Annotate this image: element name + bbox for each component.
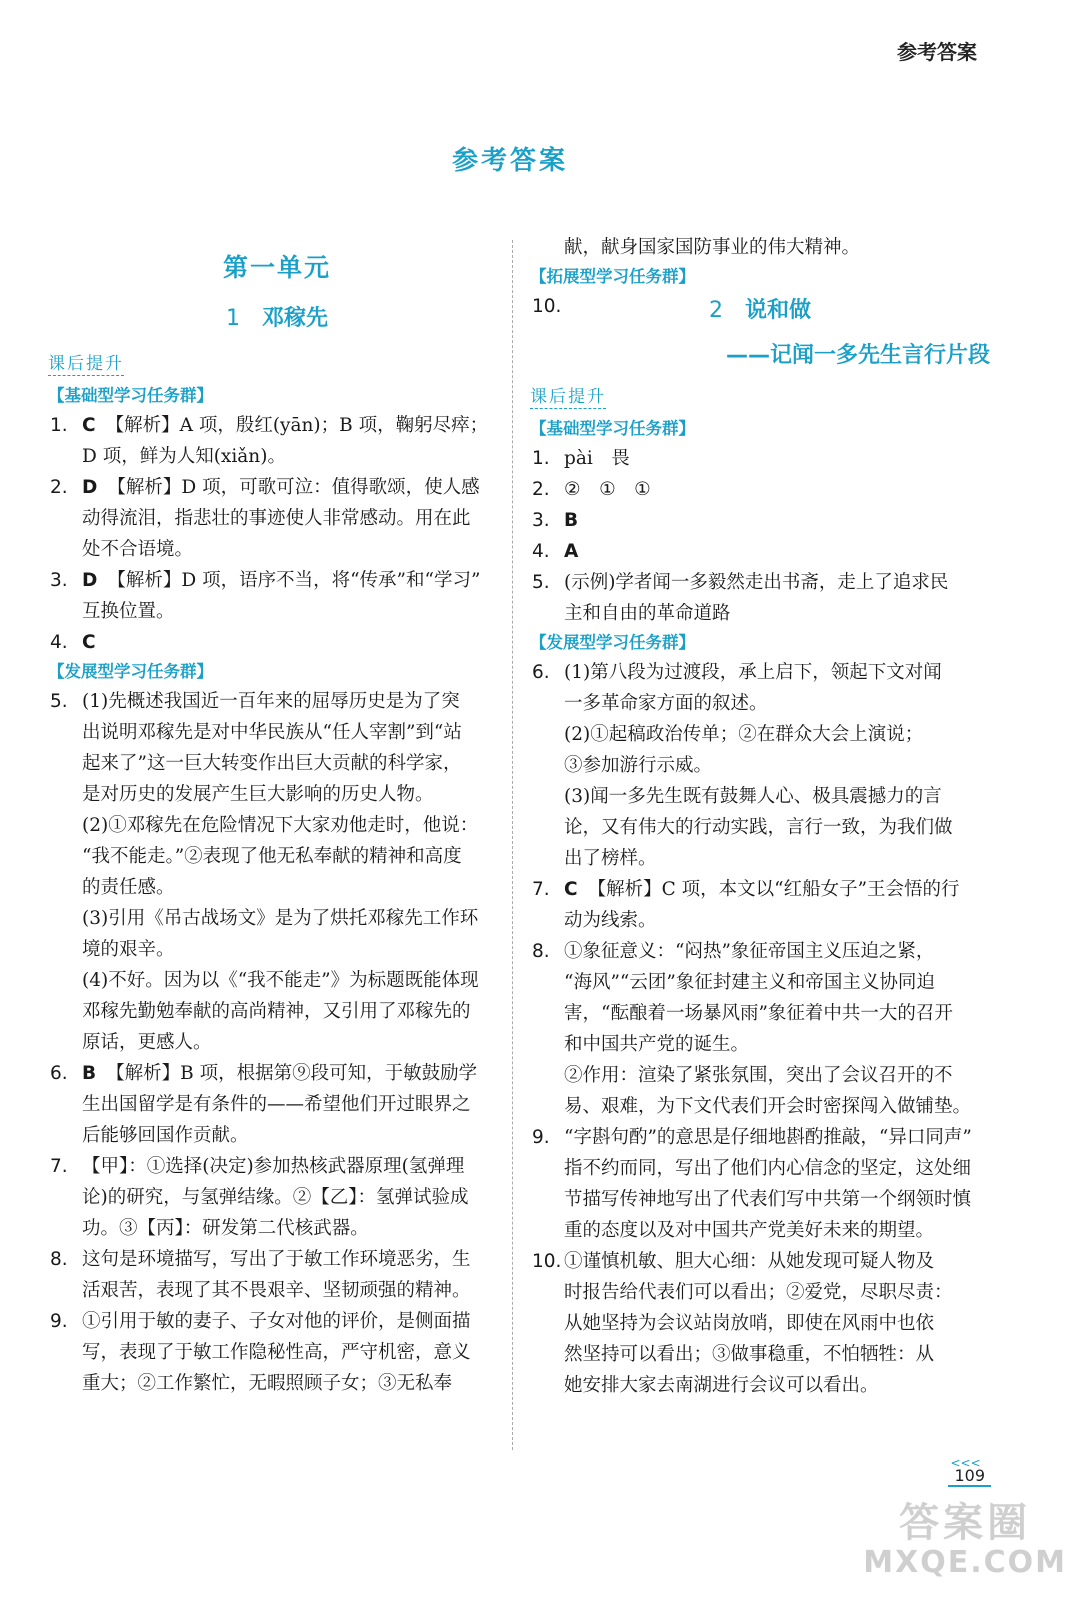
answer-letter: D [82, 570, 98, 591]
answer-line: (4)不好。因为以《“我不能走”》为标题既能体现 [82, 970, 479, 991]
question-item [530, 657, 990, 874]
answer-text: 【解析】D 项，可歌可泣：值得歌颂，使人感 [107, 477, 480, 498]
answer-text: 处不合语境。 [82, 539, 194, 560]
answer-text: 主和自由的革命道路 [564, 603, 731, 624]
question-item [530, 936, 990, 1122]
question-number: 4. [532, 541, 550, 562]
answer-text: ② ① ① [564, 479, 651, 500]
answer-text: 【解析】A 项，殷红(yān)；B 项，鞠躬尽瘁； [105, 415, 489, 436]
answer-line: 然坚持可以看出；③做事稳重，不怕牺牲：从 [564, 1344, 935, 1365]
answer-line: 起来了”这一巨大转变作出巨大贡献的科学家， [82, 753, 462, 774]
answer-line: 一多革命家方面的叙述。 [564, 693, 768, 714]
question-number: 10. [532, 1251, 562, 1272]
answer-line: ③参加游行示威。 [564, 755, 713, 776]
question-item [530, 505, 990, 536]
page-number-text: 109 [954, 1466, 985, 1485]
question-number: 6. [532, 662, 550, 683]
question-number: 9. [50, 1311, 68, 1332]
answer-letter: C [82, 415, 96, 436]
answer-text: 互换位置。 [82, 601, 175, 622]
answer-line: 时报告给代表们可以看出；②爱党，尽职尽责： [564, 1282, 953, 1303]
answer-line: ①谨慎机敏、胆大心细：从她发现可疑人物及 [564, 1251, 935, 1272]
unit-title: 第一单元 [222, 253, 331, 282]
section-tag: 课后提升 [530, 387, 606, 407]
question-number: 10. [532, 296, 562, 317]
page-title: 参考答案 [451, 146, 568, 176]
answer-text: D 项，鲜为人知(xiǎn)。 [82, 446, 286, 467]
answer-text: ①引用于敏的妻子、子女对他的评价，是侧面描 [82, 1311, 471, 1332]
answer-text: 【解析】C 项，本文以“红船女子”王会悟的行 [587, 879, 960, 900]
answer-text: 活艰苦，表现了其不畏艰辛、坚韧顽强的精神。 [82, 1280, 471, 1301]
answer-letter: C [82, 632, 96, 653]
answer-text: 【甲】：①选择(决定)参加热核武器原理(氢弹理 [82, 1156, 465, 1177]
lesson-title [530, 295, 990, 326]
question-item [48, 410, 506, 441]
question-item [530, 536, 990, 567]
question-number: 3. [50, 570, 68, 591]
group-tag-basic: 【基础型学习任务群】 [48, 386, 213, 405]
question-item [530, 474, 990, 505]
lesson-number: 1 [225, 306, 240, 331]
question-number: 3. [532, 510, 550, 531]
group-tag-extension: 【拓展型学习任务群】 [530, 267, 695, 286]
answer-line: 害，“酝酿着一场暴风雨”象征着中共一大的召开 [564, 1003, 953, 1024]
answer-line: 指不约而同，写出了他们内心信念的坚定，这处细 [564, 1158, 972, 1179]
lesson-subtitle: ——记闻一多先生言行片段 [725, 343, 990, 368]
answer-text: 献，献身国家国防事业的伟大精神。 [564, 237, 861, 258]
group-tag-basic: 【基础型学习任务群】 [530, 419, 695, 438]
answer-line: “我不能走。”②表现了他无私奉献的精神和高度 [82, 846, 462, 867]
question-item [48, 627, 506, 658]
answer-letter: B [82, 1063, 97, 1084]
answer-text: 功。③【丙】：研发第二代核武器。 [82, 1218, 369, 1239]
question-item [48, 1151, 506, 1182]
answer-letter: D [82, 477, 98, 498]
answer-line: “海风”“云团”象征封建主义和帝国主义协同迫 [564, 972, 935, 993]
answer-text: 后能够回国作贡献。 [82, 1125, 249, 1146]
answer-line: 重的态度以及对中国共产党美好未来的期望。 [564, 1220, 935, 1241]
answer-line: ②作用：渲染了紧张氛围，突出了会议召开的不 [564, 1065, 953, 1086]
answer-text: 重大；②工作繁忙，无暇照顾子女；③无私奉 [82, 1373, 453, 1394]
answer-letter: A [564, 541, 579, 562]
right-column [530, 232, 990, 1401]
question-number: 2. [532, 479, 550, 500]
question-number: 8. [50, 1249, 68, 1270]
answer-line: 邓稼先勤勉奉献的高尚精神，又引用了邓稼先的 [82, 1001, 471, 1022]
question-number: 8. [532, 941, 550, 962]
arrows-icon: <<< [950, 1456, 981, 1470]
question-item [530, 874, 990, 905]
question-item [48, 565, 506, 596]
question-number: 9. [532, 1127, 550, 1148]
answer-text: 这句是环境描写，写出了于敏工作环境恶劣，生 [82, 1249, 471, 1270]
answer-line: 是对历史的发展产生巨大影响的历史人物。 [82, 784, 434, 805]
answer-text: 生出国留学是有条件的——希望他们开过眼界之 [82, 1094, 471, 1115]
lesson-number: 2 [708, 298, 723, 323]
question-number: 5. [50, 691, 68, 712]
page-number [948, 1456, 991, 1487]
column-divider [512, 240, 513, 1450]
question-number: 4. [50, 632, 68, 653]
answer-line: (1)第八段为过渡段，承上启下，领起下文对闻 [564, 662, 942, 683]
answer-line: (3)闻一多先生既有鼓舞人心、极具震撼力的言 [564, 786, 942, 807]
question-item [48, 1058, 506, 1089]
lesson-name: 邓稼先 [261, 306, 328, 331]
answer-text: 论)的研究，与氢弹结缘。②【乙】：氢弹试验成 [82, 1187, 469, 1208]
answer-line: (1)先概述我国近一百年来的屈辱历史是为了突 [82, 691, 460, 712]
answer-line: (2)①起稿政治传单；②在群众大会上演说； [564, 724, 924, 745]
lesson-name: 说和做 [744, 298, 811, 323]
answer-text: 动为线索。 [564, 910, 657, 931]
lesson-title [48, 303, 506, 334]
section-tag: 课后提升 [48, 354, 124, 374]
question-number: 6. [50, 1063, 68, 1084]
answer-line: 易、艰难，为下文代表们开会时密探闯入做铺垫。 [564, 1096, 972, 1117]
question-number: 2. [50, 477, 68, 498]
question-number: 1. [532, 448, 550, 469]
question-number: 7. [532, 879, 550, 900]
question-number: 1. [50, 415, 68, 436]
question-item [530, 1122, 990, 1246]
question-item [530, 1246, 990, 1401]
answer-line: 节描写传神地写出了代表们写中共第一个纲领时慎 [564, 1189, 972, 1210]
answer-text: 动得流泪，指悲壮的事迹使人非常感动。用在此 [82, 508, 471, 529]
answer-line: 论，又有伟大的行动实践，言行一致，为我们做 [564, 817, 953, 838]
answer-line: ①象征意义：“闷热”象征帝国主义压迫之紧， [564, 941, 935, 962]
question-item [48, 472, 506, 503]
answer-text: (示例)学者闻一多毅然走出书斋，走上了追求民 [564, 572, 949, 593]
watermark-text: 答案圈 [899, 1500, 1032, 1546]
question-item [48, 686, 506, 1058]
answer-line: (3)引用《吊古战场文》是为了烘托邓稼先工作环 [82, 908, 479, 929]
header-label: 参考答案 [897, 40, 977, 64]
question-item [530, 567, 990, 598]
answer-text: pài 畏 [564, 448, 630, 469]
answer-line: 出说明邓稼先是对中华民族从“任人宰割”到“站 [82, 722, 462, 743]
answer-line: 出了榜样。 [564, 848, 657, 869]
answer-line: “字斟句酌”的意思是仔细地斟酌推敲，“异口同声” [564, 1127, 972, 1148]
answer-line: (2)①邓稼先在危险情况下大家劝他走时，他说： [82, 815, 479, 836]
answer-text: 【解析】D 项，语序不当，将“传承”和“学习” [107, 570, 481, 591]
group-tag-development: 【发展型学习任务群】 [48, 662, 213, 681]
watermark-url: MXQE.COM [863, 1545, 1067, 1580]
answer-line: 她安排大家去南湖进行会议可以看出。 [564, 1375, 879, 1396]
question-number: 5. [532, 572, 550, 593]
answer-letter: B [564, 510, 579, 531]
answer-line: 原话，更感人。 [82, 1032, 212, 1053]
question-number: 7. [50, 1156, 68, 1177]
answer-line: 从她坚持为会议站岗放哨，即使在风雨中也依 [564, 1313, 935, 1334]
question-item [48, 1306, 506, 1337]
answer-line: 和中国共产党的诞生。 [564, 1034, 750, 1055]
group-tag-development: 【发展型学习任务群】 [530, 633, 695, 652]
question-item [48, 1244, 506, 1275]
question-item [530, 443, 990, 474]
answer-line: 境的艰辛。 [82, 939, 175, 960]
answer-line: 的责任感。 [82, 877, 175, 898]
answer-text: 【解析】B 项，根据第⑨段可知，于敏鼓励学 [106, 1063, 478, 1084]
answer-text: 写，表现了于敏工作隐秘性高，严守机密，意义 [82, 1342, 471, 1363]
left-column [48, 232, 506, 1399]
answer-letter: C [564, 879, 578, 900]
watermark [863, 1500, 1067, 1580]
